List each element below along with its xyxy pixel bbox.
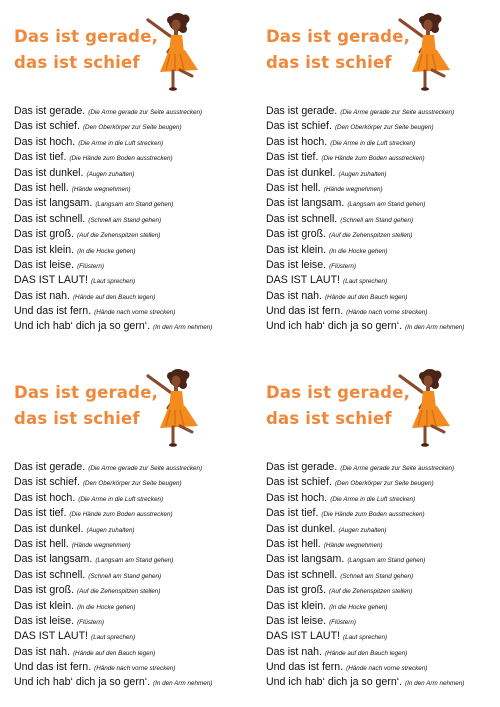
rhyme-instruction: (Hände auf den Bauch legen) [324,649,408,657]
rhyme-text: Und ich hab‘ dich ja so gern‘. [266,676,403,689]
rhyme-instruction: (In den Arm nehmen) [405,324,465,332]
title-line-1: Das ist gerade, [266,383,411,402]
rhyme-instruction: (Hände wegnehmen) [323,541,383,549]
rhyme-instruction: (Auf die Zehenspitzen stellen) [329,588,413,596]
rhyme-line [14,271,244,286]
rhyme-line [14,317,244,332]
rhyme-instruction: (Hände nach vorne strecken) [94,665,176,673]
rhyme-line [14,597,244,612]
rhyme-line [14,458,244,473]
rhyme-line [266,535,496,550]
rhyme-text: Und ich hab‘ dich ja so gern‘. [266,320,403,333]
card-title [266,380,410,432]
rhyme-line [14,302,244,317]
rhyme-instruction: (Die Arme in die Luft strecken) [78,495,164,503]
rhyme-text: Das ist gerade. [14,461,86,473]
rhyme-instruction: (Den Oberkörper zur Seite beugen) [334,480,434,488]
rhyme-card-4 [252,356,492,696]
rhyme-instruction: (Augen zuhalten) [338,170,387,178]
rhyme-instruction: (Die Hände zum Boden ausstrecken) [69,155,173,163]
rhyme-instruction: (Flüstern) [329,262,357,270]
rhyme-text: Das ist hell. [266,537,321,550]
rhyme-instruction: (In die Hocke gehen) [329,247,388,255]
rhyme-text: Das ist schief. [14,476,80,489]
rhyme-instruction: (Die Hände zum Boden ausstrecken) [321,155,425,163]
rhyme-line [14,194,244,209]
rhyme-text: DAS IST LAUT! [266,630,340,643]
rhyme-text: Und ich hab‘ dich ja so gern‘. [14,676,151,689]
rhyme-text: Und das ist fern. [266,305,344,318]
rhyme-line [266,597,496,612]
rhyme-text: Das ist schief. [266,120,332,133]
rhyme-instruction: (Schnell am Stand gehen) [340,216,414,224]
rhyme-line [14,566,244,581]
rhyme-text: Das ist langsam. [266,197,345,210]
rhyme-instruction: (In den Arm nehmen) [153,324,213,332]
rhyme-line [14,148,244,163]
rhyme-text: Und das ist fern. [14,305,92,318]
rhyme-instruction: (In die Hocke gehen) [329,603,388,611]
rhyme-instruction: (Die Arme in die Luft strecken) [330,495,416,503]
rhyme-text: Das ist nah. [266,289,322,302]
rhyme-line [14,581,244,596]
rhyme-line [266,133,496,148]
rhyme-text: Das ist tief. [266,507,319,520]
rhyme-line [14,133,244,148]
rhyme-text: Das ist klein. [266,243,327,256]
rhyme-instruction: (Hände auf den Bauch legen) [72,293,156,301]
rhyme-instruction: (In die Hocke gehen) [77,247,136,255]
rhyme-line [266,627,496,642]
rhyme-lines [266,102,496,333]
rhyme-instruction: (In den Arm nehmen) [153,680,213,688]
rhyme-text: Und ich hab‘ dich ja so gern‘. [14,320,151,333]
rhyme-line [266,210,496,225]
rhyme-line [14,473,244,488]
rhyme-text: Das ist schnell. [14,212,86,225]
rhyme-instruction: (Laut sprechen) [342,278,388,286]
rhyme-instruction: (Flüstern) [77,262,105,270]
rhyme-line [14,241,244,256]
rhyme-instruction: (Auf die Zehenspitzen stellen) [77,232,161,240]
rhyme-text: DAS IST LAUT! [14,274,88,287]
rhyme-text: DAS IST LAUT! [14,630,88,643]
rhyme-line [266,658,496,673]
rhyme-text: Das ist schief. [14,120,80,133]
rhyme-text: Das ist nah. [14,645,70,658]
rhyme-instruction: (Laut sprechen) [90,278,136,286]
rhyme-line [14,287,244,302]
rhyme-text: Das ist dunkel. [266,166,336,179]
card-title [14,24,158,76]
rhyme-line [266,117,496,132]
rhyme-instruction: (Langsam am Stand gehen) [347,557,426,565]
rhyme-text: Das ist leise. [14,258,75,271]
rhyme-text: Das ist hoch. [14,135,76,148]
rhyme-instruction: (Hände auf den Bauch legen) [72,649,156,657]
title-line-2: das ist schief [14,53,140,72]
rhyme-instruction: (Den Oberkörper zur Seite beugen) [334,124,434,132]
rhyme-line [14,117,244,132]
rhyme-text: Das ist dunkel. [14,522,84,535]
rhyme-instruction: (Augen zuhalten) [86,170,135,178]
rhyme-instruction: (Auf die Zehenspitzen stellen) [77,588,161,596]
rhyme-text: Das ist nah. [266,645,322,658]
rhyme-line [14,535,244,550]
rhyme-text: Das ist groß. [14,584,75,597]
rhyme-text: Das ist schnell. [266,212,338,225]
rhyme-line [266,581,496,596]
rhyme-instruction: (Schnell am Stand gehen) [88,216,162,224]
rhyme-text: Das ist gerade. [14,105,86,117]
rhyme-line [266,673,496,688]
rhyme-text: Das ist groß. [266,584,327,597]
rhyme-instruction: (Flüstern) [329,618,357,626]
rhyme-text: Das ist hell. [14,181,69,194]
rhyme-instruction: (Hände wegnehmen) [323,185,383,193]
rhyme-line [14,102,244,117]
rhyme-text: DAS IST LAUT! [266,274,340,287]
rhyme-text: Das ist schnell. [14,568,86,581]
rhyme-text: Das ist langsam. [266,553,345,566]
rhyme-text: Das ist hoch. [266,135,328,148]
rhyme-card-3 [0,356,240,696]
rhyme-text: Das ist leise. [266,258,327,271]
rhyme-text: Das ist klein. [14,599,75,612]
rhyme-text: Das ist nah. [14,289,70,302]
rhyme-text: Das ist schief. [266,476,332,489]
rhyme-text: Das ist klein. [266,599,327,612]
rhyme-instruction: (Laut sprechen) [342,634,388,642]
rhyme-line [266,287,496,302]
rhyme-instruction: (Die Arme gerade zur Seite ausstrecken) [340,109,455,116]
rhyme-text: Das ist groß. [266,228,327,241]
rhyme-text: Das ist langsam. [14,197,93,210]
title-line-1: Das ist gerade, [14,27,159,46]
rhyme-text: Das ist schnell. [266,568,338,581]
rhyme-line [14,643,244,658]
card-title [266,24,410,76]
rhyme-line [266,520,496,535]
rhyme-card-1 [0,0,240,340]
rhyme-text: Das ist tief. [266,151,319,164]
rhyme-instruction: (In den Arm nehmen) [405,680,465,688]
rhyme-instruction: (Augen zuhalten) [86,526,135,534]
rhyme-text: Das ist hell. [14,537,69,550]
rhyme-line [14,489,244,504]
rhyme-line [266,489,496,504]
rhyme-line [266,179,496,194]
rhyme-text: Das ist groß. [14,228,75,241]
rhyme-text: Das ist klein. [14,243,75,256]
rhyme-instruction: (Hände wegnehmen) [71,541,131,549]
rhyme-instruction: (Langsam am Stand gehen) [95,557,174,565]
dancing-girl-icon [392,366,462,448]
rhyme-line [266,271,496,286]
rhyme-text: Das ist hoch. [14,491,76,504]
rhyme-text: Das ist leise. [266,614,327,627]
rhyme-instruction: (Auf die Zehenspitzen stellen) [329,232,413,240]
rhyme-text: Und das ist fern. [14,661,92,674]
rhyme-instruction: (Die Hände zum Boden ausstrecken) [69,511,173,519]
rhyme-instruction: (Hände wegnehmen) [71,185,131,193]
rhyme-line [266,164,496,179]
rhyme-line [266,241,496,256]
rhyme-instruction: (Laut sprechen) [90,634,136,642]
rhyme-line [14,658,244,673]
rhyme-lines [266,458,496,689]
rhyme-instruction: (Augen zuhalten) [338,526,387,534]
rhyme-instruction: (Die Arme gerade zur Seite ausstrecken) [88,109,203,116]
rhyme-line [266,194,496,209]
rhyme-line [14,550,244,565]
dancing-girl-icon [140,10,210,92]
rhyme-line [14,520,244,535]
rhyme-line [266,473,496,488]
rhyme-line [266,550,496,565]
rhyme-line [14,179,244,194]
title-line-2: das ist schief [14,409,140,428]
rhyme-instruction: (Die Arme gerade zur Seite ausstrecken) [340,465,455,472]
rhyme-instruction: (Schnell am Stand gehen) [340,572,414,580]
rhyme-instruction: (Hände auf den Bauch legen) [324,293,408,301]
rhyme-instruction: (Langsam am Stand gehen) [347,201,426,209]
rhyme-line [266,225,496,240]
rhyme-instruction: (Schnell am Stand gehen) [88,572,162,580]
rhyme-text: Das ist hoch. [266,491,328,504]
rhyme-card-2 [252,0,492,340]
rhyme-text: Und das ist fern. [266,661,344,674]
rhyme-line [14,210,244,225]
rhyme-instruction: (Die Arme in die Luft strecken) [78,139,164,147]
rhyme-lines [14,458,244,689]
rhyme-line [266,302,496,317]
rhyme-line [266,317,496,332]
rhyme-instruction: (Hände nach vorne strecken) [346,665,428,673]
title-line-1: Das ist gerade, [14,383,159,402]
rhyme-line [14,504,244,519]
rhyme-line [266,566,496,581]
dancing-girl-icon [140,366,210,448]
rhyme-instruction: (Den Oberkörper zur Seite beugen) [82,480,182,488]
rhyme-text: Das ist gerade. [266,461,338,473]
rhyme-instruction: (Hände nach vorne strecken) [346,309,428,317]
rhyme-line [266,148,496,163]
rhyme-text: Das ist gerade. [266,105,338,117]
rhyme-instruction: (Flüstern) [77,618,105,626]
rhyme-instruction: (Die Arme in die Luft strecken) [330,139,416,147]
rhyme-text: Das ist hell. [266,181,321,194]
rhyme-line [266,102,496,117]
rhyme-text: Das ist leise. [14,614,75,627]
rhyme-text: Das ist tief. [14,151,67,164]
rhyme-line [14,225,244,240]
title-line-2: das ist schief [266,409,392,428]
rhyme-line [266,458,496,473]
rhyme-line [14,673,244,688]
rhyme-text: Das ist langsam. [14,553,93,566]
rhyme-instruction: (In die Hocke gehen) [77,603,136,611]
rhyme-instruction: (Die Hände zum Boden ausstrecken) [321,511,425,519]
rhyme-lines [14,102,244,333]
rhyme-instruction: (Die Arme gerade zur Seite ausstrecken) [88,465,203,472]
rhyme-line [14,164,244,179]
rhyme-instruction: (Langsam am Stand gehen) [95,201,174,209]
dancing-girl-icon [392,10,462,92]
rhyme-instruction: (Den Oberkörper zur Seite beugen) [82,124,182,132]
rhyme-text: Das ist dunkel. [266,522,336,535]
title-line-1: Das ist gerade, [266,27,411,46]
rhyme-line [266,643,496,658]
rhyme-line [14,627,244,642]
title-line-2: das ist schief [266,53,392,72]
rhyme-text: Das ist tief. [14,507,67,520]
rhyme-instruction: (Hände nach vorne strecken) [94,309,176,317]
rhyme-line [266,504,496,519]
rhyme-text: Das ist dunkel. [14,166,84,179]
card-title [14,380,158,432]
